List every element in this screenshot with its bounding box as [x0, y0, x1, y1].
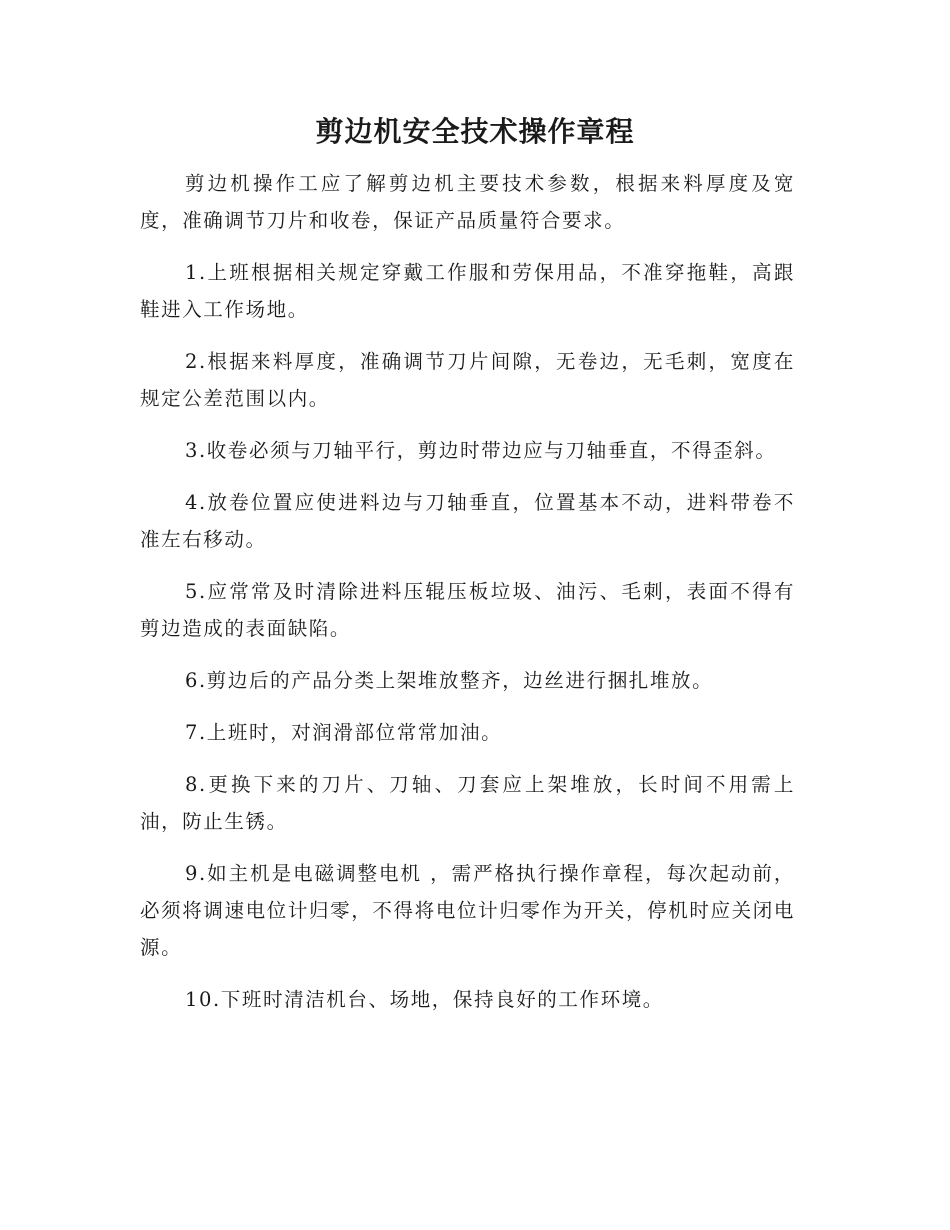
rule-item-6: 6.剪边后的产品分类上架堆放整齐，边丝进行捆扎堆放。 [185, 669, 714, 692]
rule-item-4: 4.放卷位置应使进料边与刀轴垂直，位置基本不动，进料带卷不准左右移动。 [140, 491, 795, 551]
intro-paragraph: 剪边机操作工应了解剪边机主要技术参数，根据来料厚度及宽度，准确调节刀片和收卷，保证产品质量符合要求。 [140, 172, 795, 232]
rule-item-2: 2.根据来料厚度，准确调节刀片间隙，无卷边，无毛刺，宽度在规定公差范围以内。 [140, 350, 795, 410]
rule-item-3: 3.收卷必须与刀轴平行，剪边时带边应与刀轴垂直，不得歪斜。 [185, 439, 777, 462]
document-body [140, 165, 795, 1033]
rule-item-5: 5.应常常及时清除进料压辊压板垃圾、油污、毛刺，表面不得有剪边造成的表面缺陷。 [140, 580, 795, 640]
rule-item-9: 9.如主机是电磁调整电机 ，需严格执行操作章程，每次起动前，必须将调速电位计归零，不得将电位计归零作为开关，停机时应关闭电源。 [140, 862, 795, 959]
rule-item-7: 7.上班时，对润滑部位常常加油。 [185, 721, 503, 744]
rule-item-8: 8.更换下来的刀片、刀轴、刀套应上架堆放，长时间不用需上油，防止生锈。 [140, 773, 795, 833]
rule-item-1: 1.上班根据相关规定穿戴工作服和劳保用品，不准穿拖鞋，高跟鞋进入工作场地。 [140, 261, 795, 321]
document-title: 剪边机安全技术操作章程 [315, 115, 635, 148]
rule-item-10: 10.下班时清洁机台、场地，保持良好的工作环境。 [185, 988, 664, 1011]
